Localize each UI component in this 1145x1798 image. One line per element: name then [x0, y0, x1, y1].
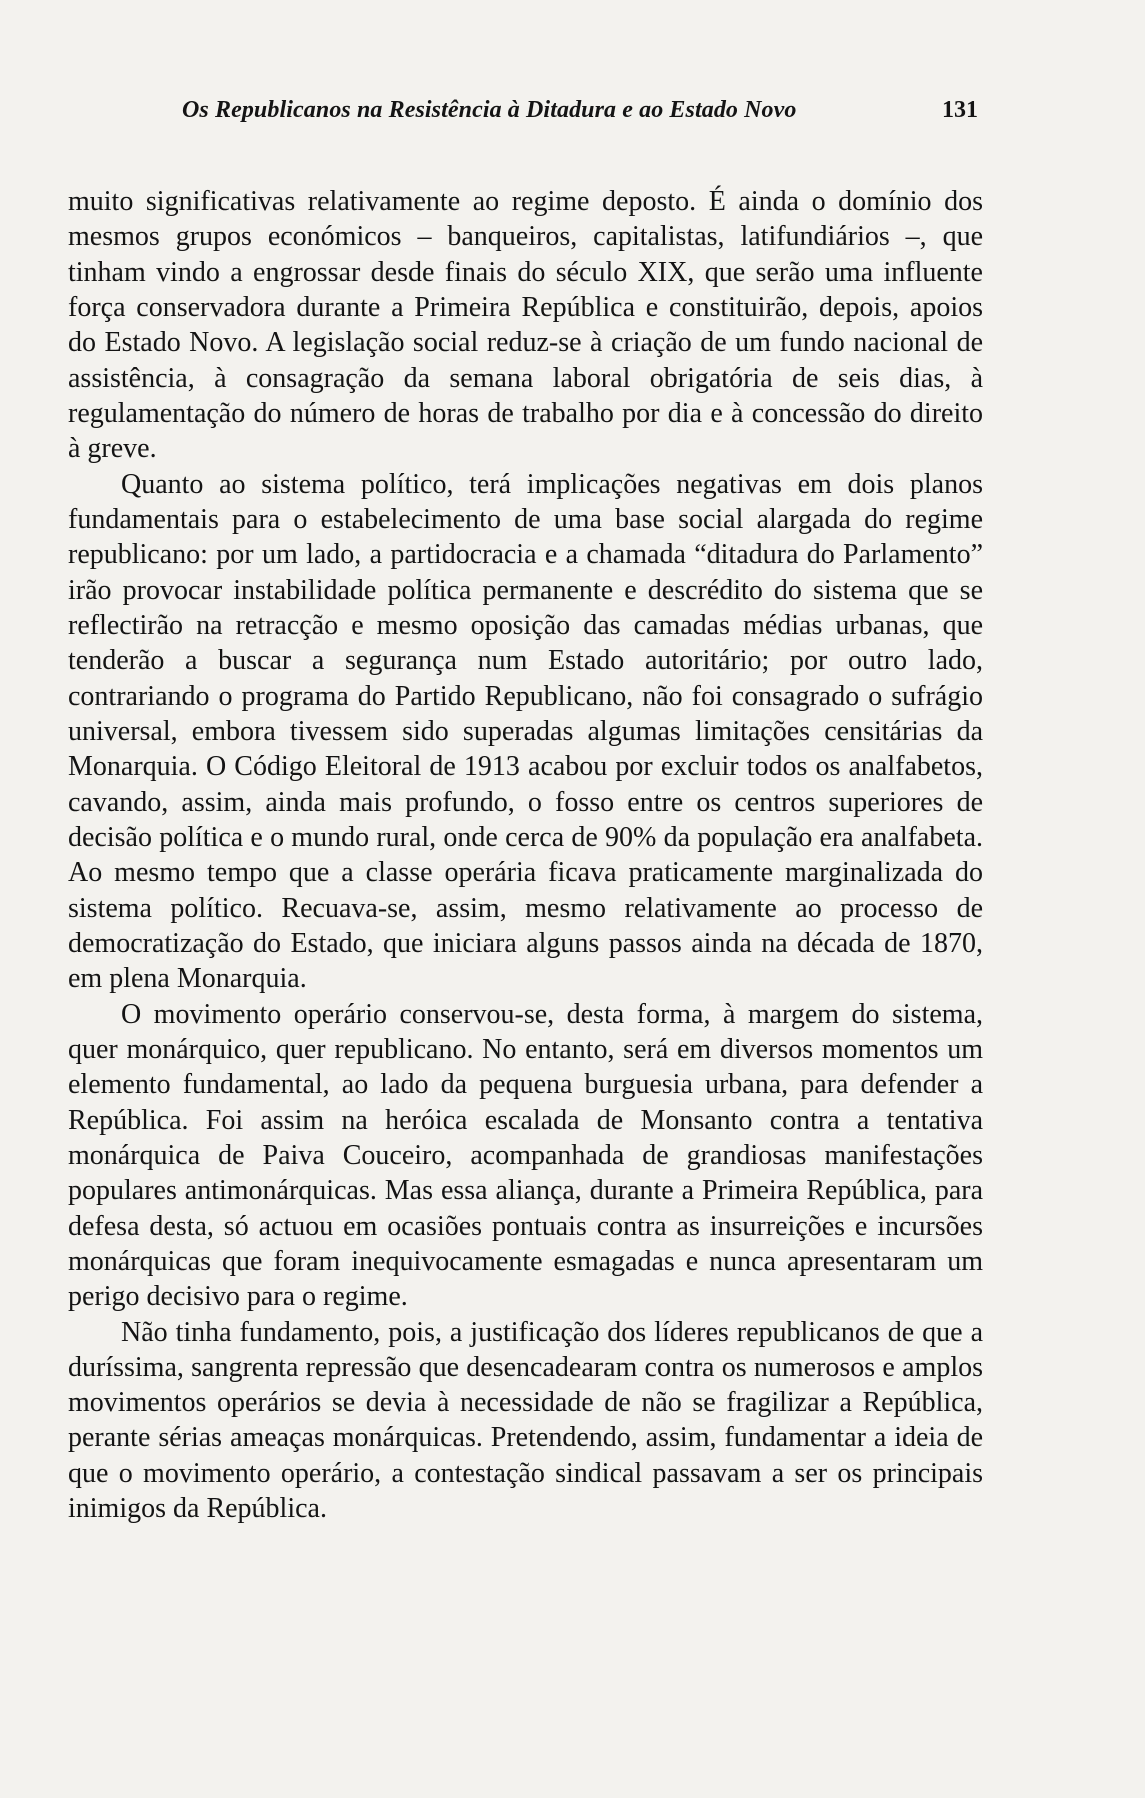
running-header: [68, 90, 978, 130]
running-title: Os Republicanos na Resistência à Ditadura e ao Estado Novo: [182, 97, 797, 123]
paragraph-political-system: Quanto ao sistema político, terá implicações negativas em dois planos fundamentais para o estabelecimento de uma base social alargada do regime republicano: por um lado, a partidocracia e a chamada “ditadura do Parlamento” irão provocar instabilidade política permanente e descrédito do sistema que se reflectirão na retracção e mesmo oposição das camadas médias urbanas, que tenderão a buscar a segurança num Estado autoritário; por outro lado, contrariando o programa do Partido Republicano, não foi consagrado o sufrágio universal, embora tivessem sido superadas algumas limitações censitárias da Monarquia. O Código Eleitoral de 1913 acabou por excluir todos os analfabetos, cavando, assim, ainda mais profundo, o fosso entre os centros superiores de decisão política e o mundo rural, onde cerca de 90% da população era analfabeta. Ao mesmo tempo que a classe operária ficava praticamente marginalizada do sistema político. Recuava-se, assim, mesmo relativamente ao processo de democratização do Estado, que iniciara alguns passos ainda na década de 1870, em plena Monarquia.: [68, 468, 983, 995]
paragraph-repression-justification: Não tinha fundamento, pois, a justificação dos líderes republicanos de que a duríssima, sangrenta repressão que desencadearam contra os numerosos e amplos movimentos operários se devia à necessidade de não se fragilizar a República, perante sérias ameaças monárquicas. Pretendendo, assim, fundamentar a ideia de que o movimento operário, a contestação sindical passavam a ser os principais inimigos da República.: [68, 1316, 983, 1525]
body-text: [68, 184, 983, 1526]
page-number: 131: [942, 97, 978, 123]
paragraph-workers-movement: O movimento operário conservou-se, desta forma, à margem do sistema, quer monárquico, quer republicano. No entanto, será em diversos momentos um elemento fundamental, ao lado da pequena burguesia urbana, para defender a República. Foi assim na heróica escalada de Monsanto contra a tentativa monárquica de Paiva Couceiro, acompanhada de grandiosas manifestações populares antimonárquicas. Mas essa aliança, durante a Primeira República, para defesa desta, só actuou em ocasiões pontuais contra as insurreições e incursões monárquicas que foram inequivocamente esmagadas e nunca apresentaram um perigo decisivo para o regime.: [68, 998, 983, 1313]
paragraph-continuation: muito significativas relativamente ao regime deposto. É ainda o domínio dos mesmos grupos económicos – banqueiros, capitalistas, latifundiários –, que tinham vindo a engrossar desde finais do século XIX, que serão uma influente força conservadora durante a Primeira República e constituirão, depois, apoios do Estado Novo. A legislação social reduz-se à criação de um fundo nacional de assistência, à consagração da semana laboral obrigatória de seis dias, à regulamentação do número de horas de trabalho por dia e à concessão do direito à greve.: [68, 186, 983, 465]
